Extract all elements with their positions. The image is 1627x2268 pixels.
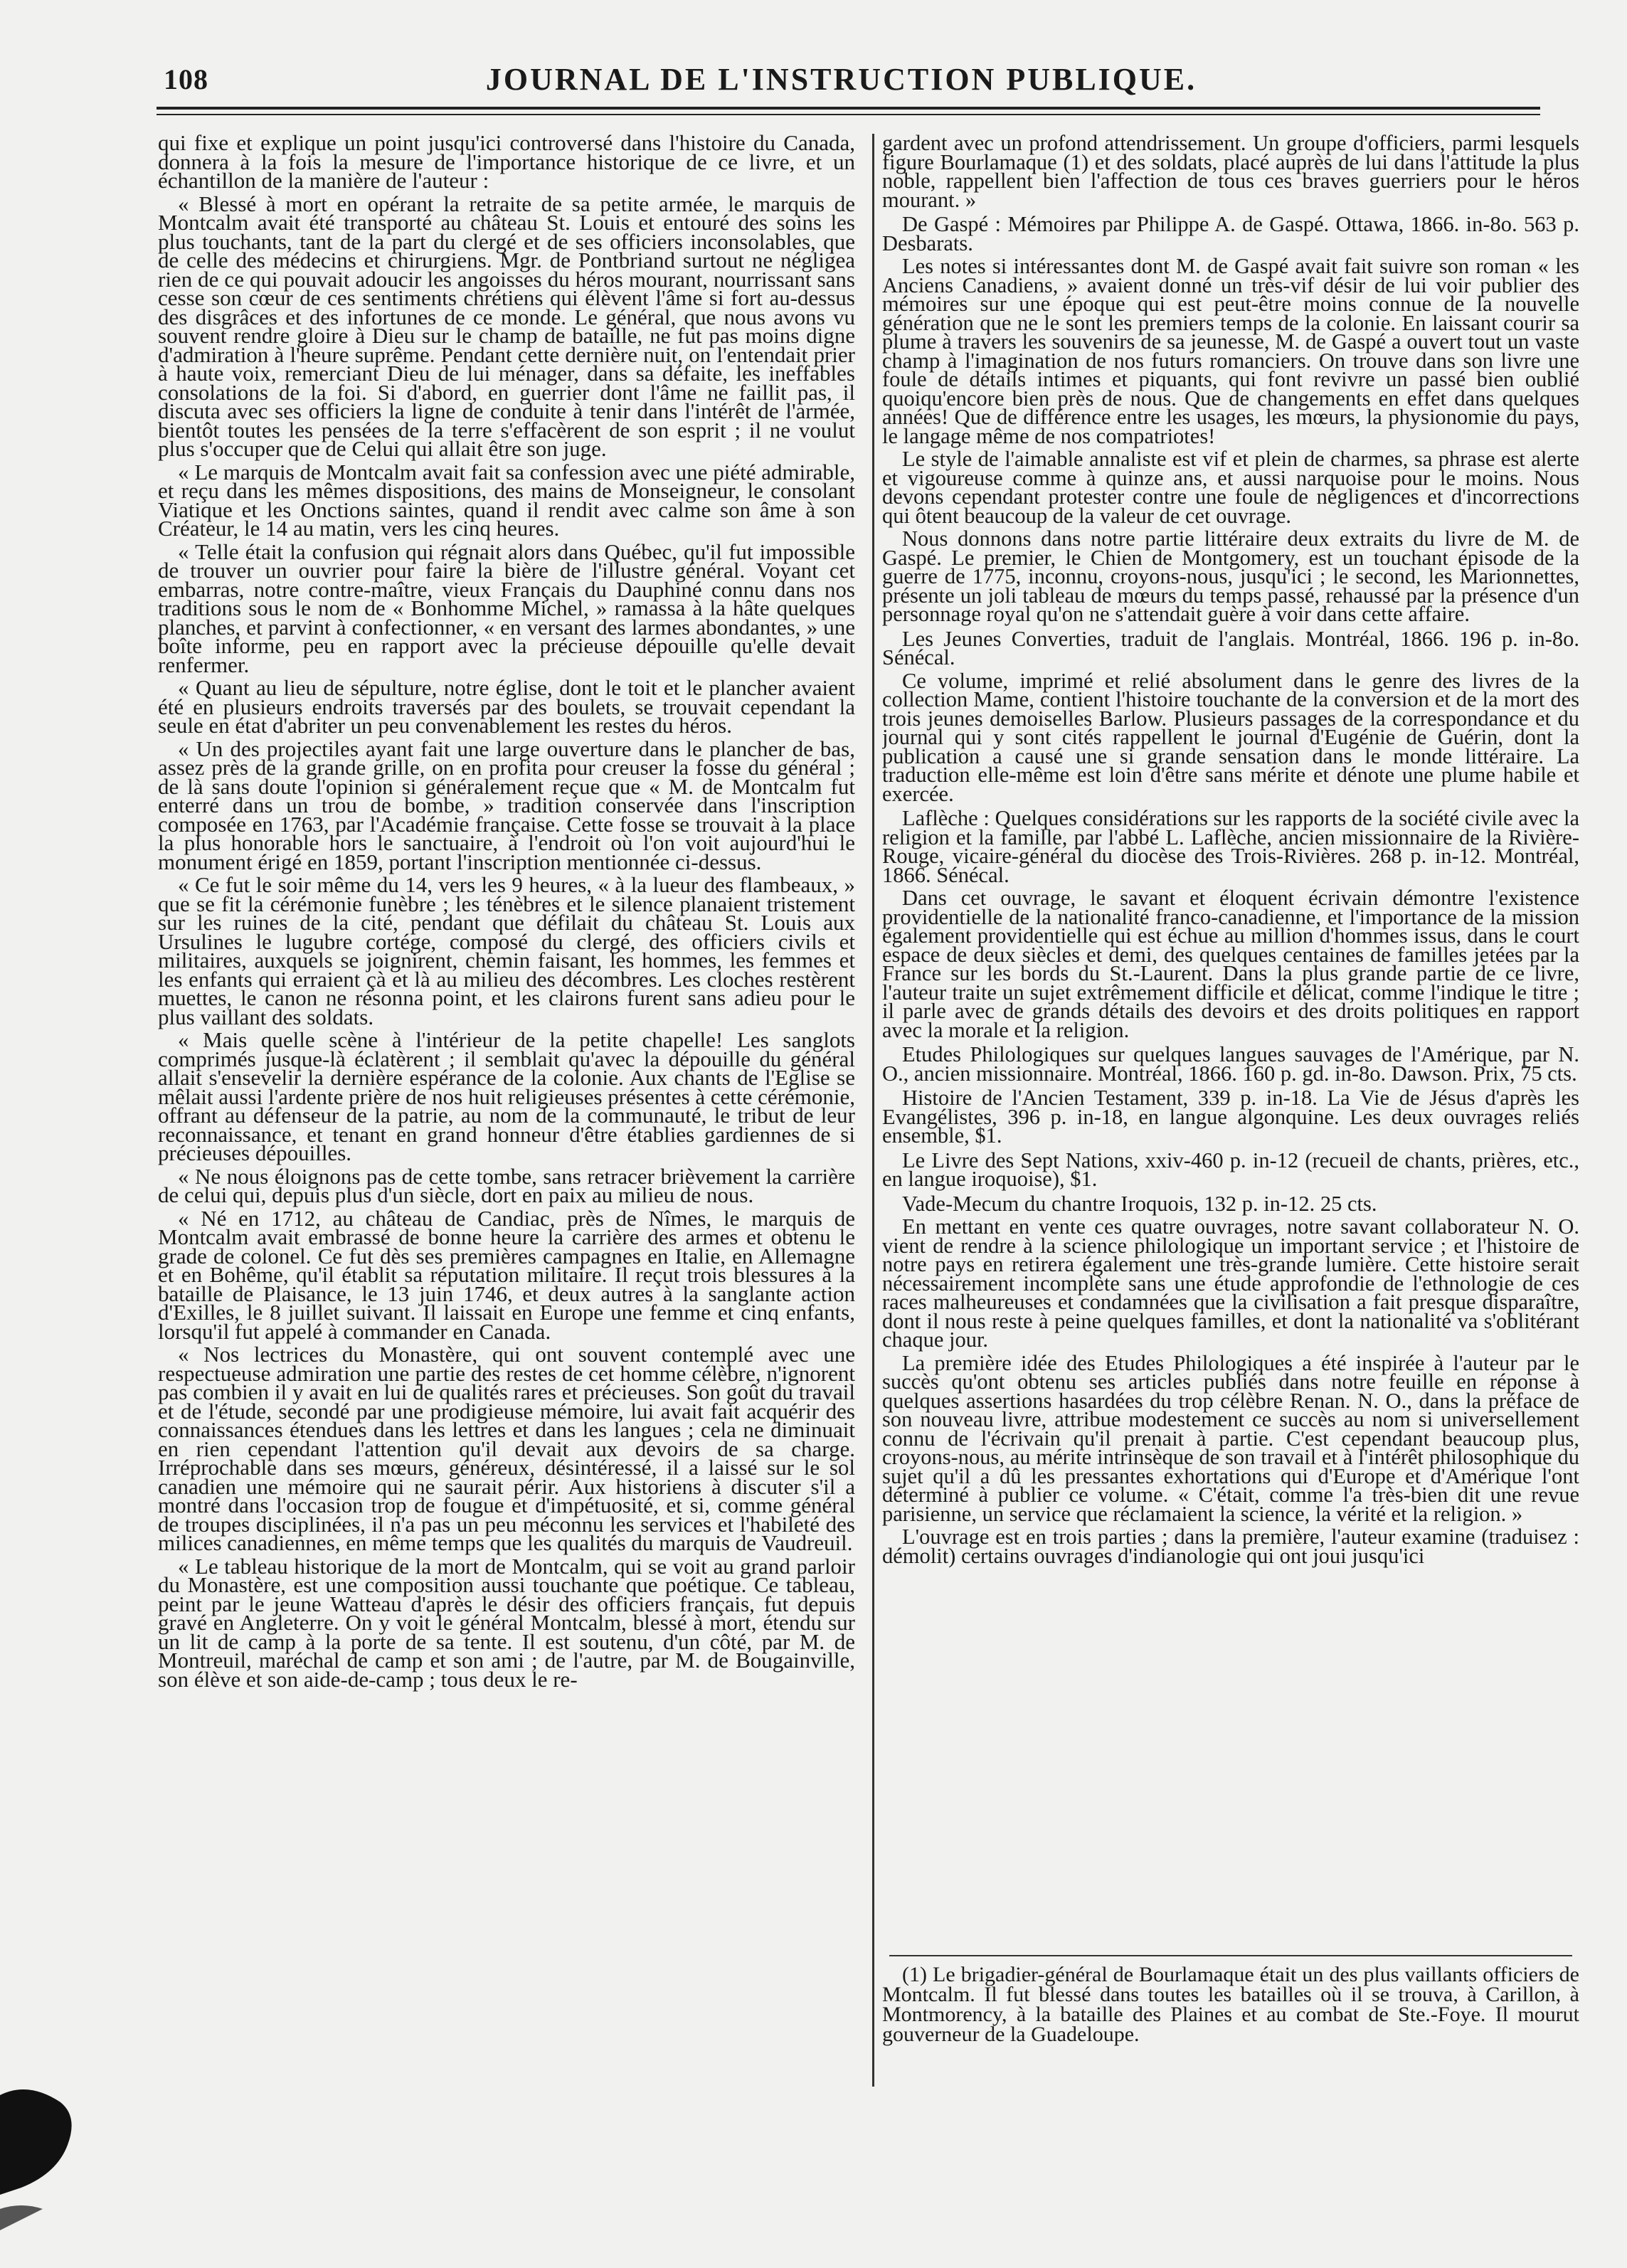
page-number: 108	[164, 63, 208, 95]
book-entry-de-gaspe: De Gaspé : Mémoires par Philippe A. de Gaspé. Ottawa, 1866. in-8o. 563 p. Desbarats.	[882, 212, 1579, 255]
left-paragraph: « Un des projectiles ayant fait une large ouverture dans le plancher de bas, assez près de la grande grille, on en profita pour creuser la fosse du général ; de là sans doute l'opinion si généralement reçue que « M. de Montcalm fut enterré dans un trou de bombe, » tradition conservée dans l'inscription composée en 1763, par l'Académie française. Cette fosse se trouvait à la place la plus honorable hors le sanctuaire, à l'endroit où l'on voit aujourd'hui le monument érigé en 1859, portant l'inscription mentionnée ci-dessus.	[158, 736, 855, 874]
left-paragraph: « Nos lectrices du Monastère, qui ont souvent contemplé avec une respectueuse admiration une partie des restes de cet homme célèbre, n'ignorent pas combien il y avait en lui de qualités rares et précieuses. Son goût du travail et de l'étude, secondé par une prodigieuse mémoire, lui avait fait acquérir des connaissances étendues dans les lettres et dans les langues ; cela ne diminuait en rien cependant l'attention qu'il devait aux devoirs de sa charge. Irréprochable dans ses mœurs, généreux, désintéressé, il a laissé sur le sol canadien une mémoire qui ne saurait périr. Aux historiens à discuter s'il a montré dans l'occasion trop de fougue et d'impétuosité, et si, comme général de troupes disciplinées, il n'a pas un peu méconnu les services et l'habileté des milices canadiennes, en même temps que les qualités du marquis de Vaudreuil.	[158, 1342, 855, 1555]
left-paragraph: « Quant au lieu de sépulture, notre église, dont le toit et le plancher avaient été en plusieurs endroits traversés par des boulets, se trouvait cependant la seule en état d'abriter un peu convenablement les restes du héros.	[158, 675, 855, 738]
left-paragraph: « Ne nous éloignons pas de cette tombe, sans retracer brièvement la carrière de celui qui, depuis plus d'un siècle, dort en paix au milieu de nous.	[158, 1163, 855, 1207]
right-paragraph: Le style de l'aimable annaliste est vif et plein de charmes, sa phrase est alerte et vigoureuse comme à quinze ans, et aussi narquoise pour le moins. Nous devons cependant protester contre une foule de négligences et d'incorrections qui ôtent beaucoup de la valeur de cet ouvrage.	[882, 447, 1579, 528]
right-paragraph: En mettant en vente ces quatre ouvrages, notre savant collaborateur N. O. vient de rendre à la science philologique un important service ; et l'histoire de notre pays en retirera également une très-grande lumière. Cette histoire serait nécessairement incomplète sans une étude approfondie de l'ethnologie de ces races malheureuses et condamnées que la civilisation a fait presque disparaître, dont il nous reste à peine quelques familles, et dont la nationalité va s'oblitérant chaque jour.	[882, 1214, 1579, 1352]
footnote-text: (1) Le brigadier-général de Bourlamaque était un des plus vaillants officiers de Montcalm. Il fut blessé dans toutes les batailles où il se trouva, à Carillon, à Montmorency, à la bataille des Plaines et au combat de Ste.-Foye. Il mourut gouverneur de la Guadeloupe.	[882, 1965, 1579, 2046]
left-paragraph: « Telle était la confusion qui régnait alors dans Québec, qu'il fut impossible de trouver un ouvrier pour faire la bière de l'illustre général. Voyant cet embarras, notre contre-maître, vieux Français du Dauphiné connu dans nos traditions sous le nom de « Bonhomme Michel, » ramassa à la hâte quelques planches, et parvint à confectionner, « en versant des larmes abondantes, » une boîte informe, peu en rapport avec la précieuse dépouille qu'elle devait renfermer.	[158, 539, 855, 677]
left-paragraph: « Le marquis de Montcalm avait fait sa confession avec une piété admirable, et reçu dans les mêmes dispositions, des mains de Monseigneur, le consolant Viatique et les Onctions saintes, quand il rendit avec calme son âme à son Créateur, le 14 au matin, vers les cinq heures.	[158, 459, 855, 541]
book-entry-etudes-philologiques: Etudes Philologiques sur quelques langues sauvages de l'Amérique, par N. O., ancien missionnaire. Montréal, 1866. 160 p. gd. in-8o. Dawson. Prix, 75 cts.	[882, 1042, 1579, 1086]
book-entry-ancien-testament: Histoire de l'Ancien Testament, 339 p. in-18. La Vie de Jésus d'après les Evangélistes, 396 p. in-18, en langue algonquine. Les deux ouvrages reliés ensemble, $1.	[882, 1086, 1579, 1148]
left-paragraph: « Blessé à mort en opérant la retraite de sa petite armée, le marquis de Montcalm avait été transporté au château St. Louis et entouré des soins les plus touchants, tant de la part du clergé et de ses officiers inconsolables, que de celle des médecins et chirurgiens. Mgr. de Pontbriand surtout ne négligea rien de ce qui pouvait adoucir les angoisses du héros mourant, nourrissant sans cesse son cœur de ces sentiments chrétiens qui élèvent l'âme si fort au-dessus des disgrâces et des infortunes de ce monde. Le général, que nous avons vu souvent rendre gloire à Dieu sur le champ de bataille, ne fut pas moins digne d'admiration à l'heure suprême. Pendant cette dernière nuit, on l'entendait prier à haute voix, remerciant Dieu de lui ménager, dans sa défaite, les ineffables consolations de la foi. Si d'abord, en guerrier dont l'âme ne faillit pas, il discuta avec ses officiers la ligne de conduite à tenir dans l'intérêt de l'armée, bientôt toutes les pensées de la terre s'effacèrent de son esprit ; il ne voulut plus s'occuper que de Celui qui allait être son juge.	[158, 191, 855, 461]
left-column	[158, 134, 855, 2218]
book-entry-sept-nations: Le Livre des Sept Nations, xxiv-460 p. in-12 (recueil de chants, prières, etc., en langue iroquoise), $1.	[882, 1148, 1579, 1191]
left-paragraph: qui fixe et explique un point jusqu'ici controversé dans l'histoire du Canada, donnera à la fois la mesure de l'importance historique de ce livre, et un échantillon de la manière de l'auteur :	[158, 134, 855, 193]
column-divider	[872, 134, 874, 2087]
right-paragraph: Dans cet ouvrage, le savant et éloquent écrivain démontre l'existence providentielle de la nationalité franco-canadienne, et l'importance de la mission également providentielle qui est échue au million d'hommes issus, dans le court espace de deux siècles et demi, des quelques centaines de familles jetées par la France sur les bords du St.-Laurent. Dans la plus grande partie de ce livre, l'auteur traite un sujet extrêmement difficile et délicat, comme l'indique le titre ; il parle avec de grands détails des devoirs et des droits politiques en rapport avec la morale et la religion.	[882, 886, 1579, 1042]
left-paragraph: « Mais quelle scène à l'intérieur de la petite chapelle! Les sanglots comprimés jusque-là éclatèrent ; il semblait qu'avec la dépouille du général allait s'ensevelir la dernière espérance de la colonie. Aux chants de l'Eglise se mêlait aussi l'ardente prière de nos huit religieuses présentes à cette cérémonie, offrant au défenseur de la patrie, au nom de la communauté, le tribut de leur reconnaissance, et tenant en grand honneur d'être établies gardiennes de si précieuses dépouilles.	[158, 1027, 855, 1165]
right-paragraph: Ce volume, imprimé et relié absolument dans le genre des livres de la collection Mame, contient l'histoire touchante de la conversion et de la mort des trois jeunes demoiselles Barlow. Plusieurs passages de la correspondance et du journal qui y sont cités rappellent le journal d'Eugénie de Guérin, dont la publication a causé une si grande sensation dans le monde littéraire. La traduction elle-même est loin d'être sans mérite et dénote une plume habile et exercée.	[882, 668, 1579, 806]
right-paragraph: L'ouvrage est en trois parties ; dans la première, l'auteur examine (traduisez : démolit) certains ouvrages d'indianologie qui ont joui jusqu'ici	[882, 1525, 1579, 1568]
left-paragraph: « Né en 1712, au château de Candiac, près de Nîmes, le marquis de Montcalm avait embrassé de bonne heure la carrière des armes et obtenu le grade de colonel. Ce fut dès ses premières campagnes en Italie, en Allemagne et en Bohême, qu'il établit sa réputation militaire. Il reçut trois blessures à la bataille de Plaisance, le 13 juin 1746, et deux autres à la sanglante action d'Exilles, le 8 juillet suivant. Il laissait en Europe une femme et cinq enfants, lorsqu'il fut appelé à commander en Canada.	[158, 1205, 855, 1344]
left-paragraph: « Ce fut le soir même du 14, vers les 9 heures, « à la lueur des flambeaux, » que se fit la cérémonie funèbre ; les ténèbres et le silence planaient tristement sur les ruines de la cité, pendant que défilait du château St. Louis aux Ursulines le lugubre cortége, composé du clergé, des officiers civils et militaires, auxquels se joignirent, chemin faisant, les hommes, les femmes et les enfants qui erraient çà et là au milieu des décombres. Les cloches restèrent muettes, le canon ne résonna point, et les clairons furent sans adieu pour le plus vaillant des soldats.	[158, 872, 855, 1029]
book-entry-jeunes-converties: Les Jeunes Converties, traduit de l'anglais. Montréal, 1866. 196 p. in-8o. Sénécal.	[882, 626, 1579, 669]
footnote	[882, 1965, 1579, 2065]
book-entry-lafleche: Laflèche : Quelques considérations sur les rapports de la société civile avec la religion et la famille, par l'abbé L. Laflèche, ancien missionnaire de la Rivière-Rouge, vicaire-général du diocèse des Trois-Rivières. 268 p. in-12. Montréal, 1866. Sénécal.	[882, 806, 1579, 887]
footnote-rule	[889, 1955, 1572, 1956]
header-rule-thick	[157, 107, 1540, 110]
left-paragraph: « Le tableau historique de la mort de Montcalm, qui se voit au grand parloir du Monastère, est une composition aussi touchante que poétique. Ce tableau, peint par le jeune Watteau d'après le désir des officiers français, fut depuis gravé en Angleterre. On y voit le général Montcalm, blessé à mort, étendu sur un lit de camp à la porte de sa tente. Il est soutenu, d'un côté, par M. de Montreuil, maréchal de camp et son ami ; de l'autre, par M. de Bougainville, son élève et son aide-de-camp ; tous deux le re-	[158, 1553, 855, 1692]
right-column	[882, 134, 1579, 2069]
page-edge-smudge	[0, 2067, 92, 2237]
right-paragraph: La première idée des Etudes Philologiques a été inspirée à l'auteur par le succès qu'ont obtenu ses articles publiés dans notre feuille en réponse à quelques assertions hasardées du trop célèbre Renan. N. O., dans la préface de son nouveau livre, attribue modestement ce succès au nom si universellement connu de l'écrivain qu'il prenait à partie. C'est cependant beaucoup plus, croyons-nous, au mérite intrinsèque de son travail et à l'intérêt philosophique du sujet qu'il a dû les pressantes exhortations qui d'Europe et d'Amérique l'ont déterminé à publier ce volume. « C'était, comme l'a très-bien dit une revue parisienne, un service que réclamaient la science, la vérité et la religion. »	[882, 1350, 1579, 1526]
journal-title: JOURNAL DE L'INSTRUCTION PUBLIQUE.	[485, 62, 1197, 97]
right-paragraph: Nous donnons dans notre partie littéraire deux extraits du livre de M. de Gaspé. Le premier, le Chien de Montgomery, est un touchant épisode de la guerre de 1775, inconnu, croyons-nous, jusqu'ici ; le second, les Marionnettes, présente un joli tableau de mœurs du temps passé, rehaussé par la présence d'un personnage royal qu'on ne s'attendait guère à voir dans cette affaire.	[882, 526, 1579, 626]
right-paragraph: gardent avec un profond attendrissement. Un groupe d'officiers, parmi lesquels figure Bourlamaque (1) et des soldats, placé auprès de lui dans l'attitude la plus noble, rappellent bien l'affection de tous ces braves guerriers pour le héros mourant. »	[882, 134, 1579, 212]
right-paragraph: Les notes si intéressantes dont M. de Gaspé avait fait suivre son roman « les Anciens Canadiens, » avaient donné un très-vif désir de lui voir publier des mémoires sur une époque qui est peut-être moins connue de la nouvelle génération que ne le sont les premiers temps de la colonie. En laissant courir sa plume à travers les souvenirs de sa jeunesse, M. de Gaspé a ouvert tout un vaste champ à l'imagination de nos futurs romanciers. On trouve dans son livre une foule de détails intimes et piquants, qui font revivre un passé bien oublié quoiqu'encore bien près de nous. Que de changements en effet dans quelques années! Que de différence entre les usages, les mœurs, la physionomie du pays, le langage même de nos compatriotes!	[882, 254, 1579, 448]
page-header	[149, 50, 1533, 100]
book-entry-vade-mecum: Vade-Mecum du chantre Iroquois, 132 p. in-12. 25 cts.	[902, 1191, 1377, 1216]
header-rule-thin	[157, 114, 1540, 115]
